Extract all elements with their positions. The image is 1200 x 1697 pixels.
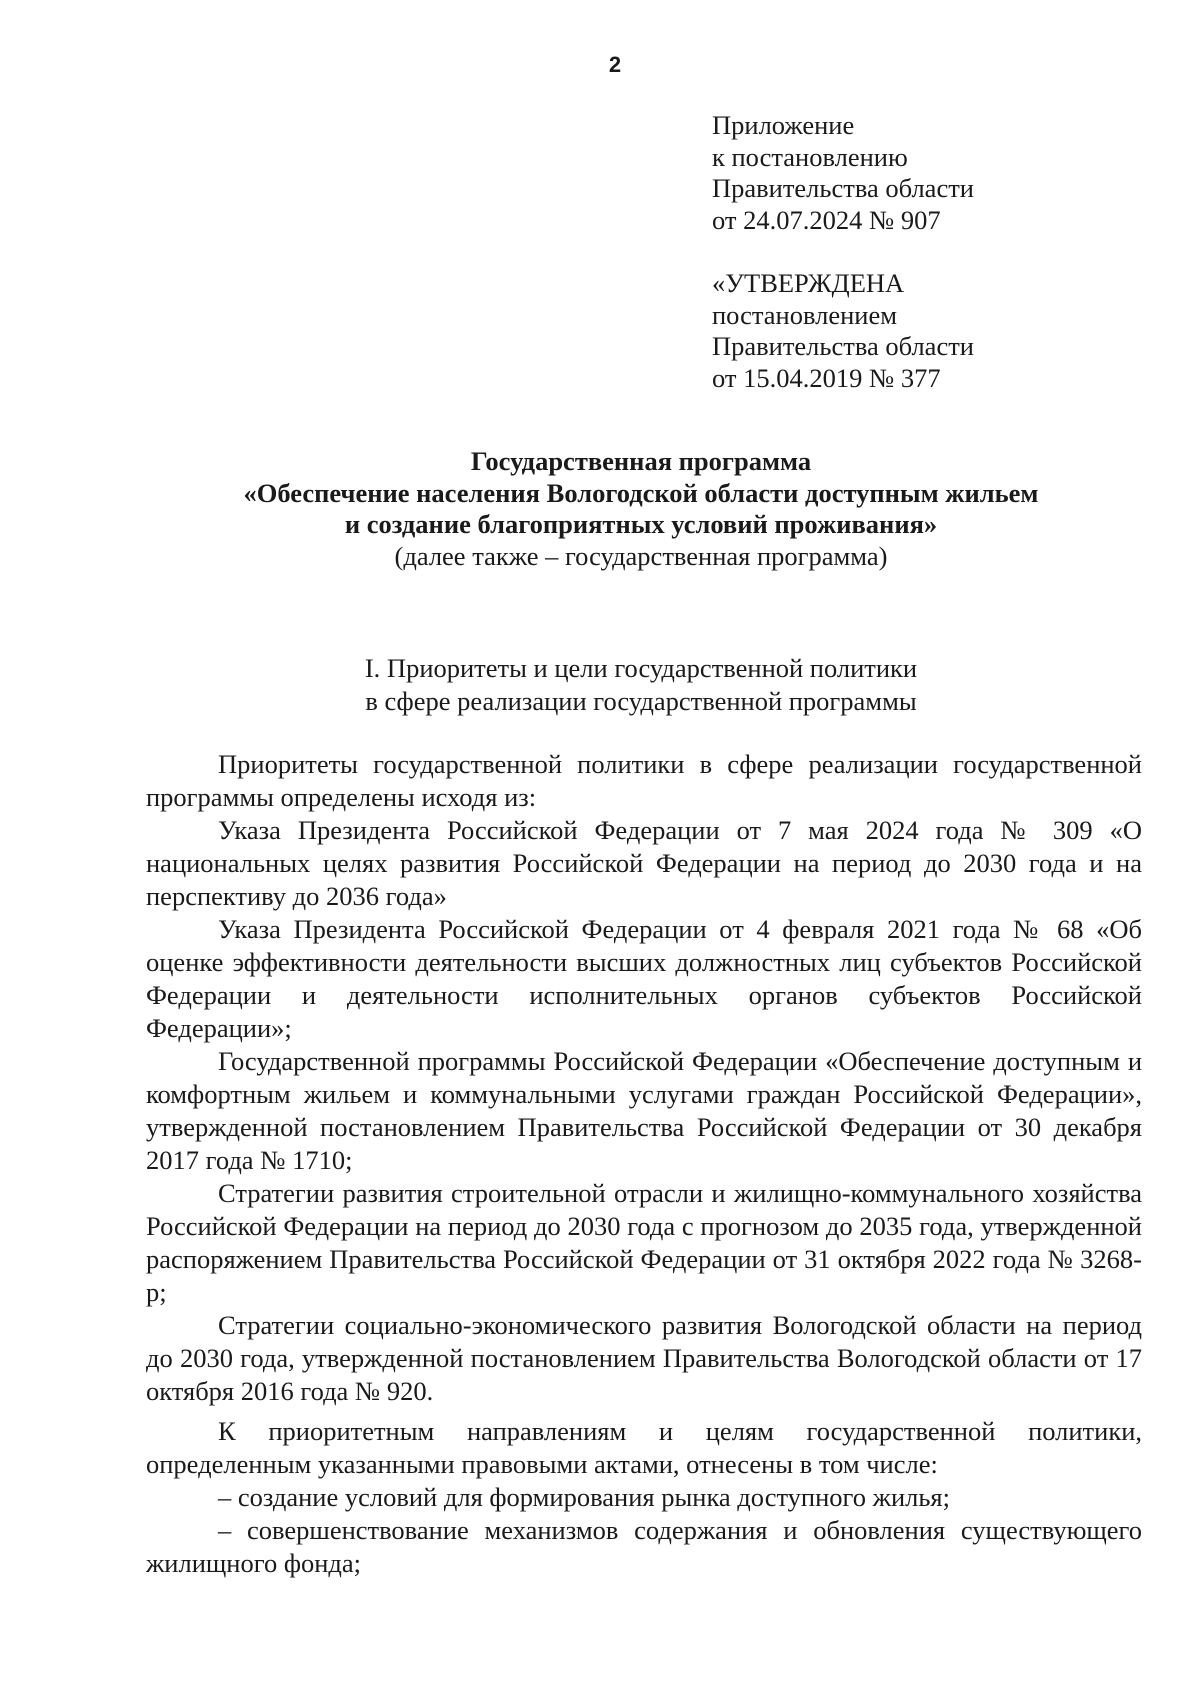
appendix-line: от 24.07.2024 № 907 — [712, 204, 941, 235]
title-line: и создание благоприятных условий проживания» — [344, 509, 938, 539]
body-text — [146, 748, 1142, 1580]
appendix-block — [712, 110, 974, 236]
title-line: «Обеспечение населения Вологодской области доступным жильем — [243, 477, 1039, 508]
paragraph: Государственной программы Российской Федерации «Обеспечение доступным и комфортным жильем и коммунальными услугами граждан Российской Федерации», утвержденной постановлением Правительства Российской Федерации от 30 декабря 2017 года № 1710; — [146, 1046, 1142, 1175]
paragraph: Указа Президента Российской Федерации от 7 мая 2024 года № 309 «О национальных целях развития Российской Федерации на период до 2030 года и на перспективу до 2036 года» — [146, 815, 1142, 911]
appendix-line: Приложение — [712, 110, 855, 140]
approved-line: от 15.04.2019 № 377 — [712, 362, 941, 393]
approved-line: Правительства области — [712, 331, 974, 361]
paragraph: К приоритетным направлениям и целям государственной политики, определенным указанными правовыми актами, отнесены в том числе: — [146, 1416, 1142, 1479]
program-title — [0, 446, 1200, 572]
paragraph: Стратегии развития строительной отрасли и жилищно-коммунального хозяйства Российской Федерации на период до 2030 года с прогнозом до 2035 года, утвержденной распоряжением Правительства Российской Федерации от 31 октября 2022 года № 3268-р; — [146, 1178, 1142, 1307]
section-heading-line: I. Приоритеты и цели государственной политики — [364, 653, 918, 683]
approved-line: «УТВЕРЖДЕНА — [712, 268, 905, 298]
paragraph: Указа Президента Российской Федерации от 4 февраля 2021 года № 68 «Об оценке эффективности деятельности высших должностных лиц субъектов Российской Федерации и деятельности исполнительных органов субъектов Российской Федерации»; — [146, 914, 1142, 1043]
appendix-line: к постановлению — [712, 141, 908, 172]
paragraph: Стратегии социально-экономического развития Вологодской области на период до 2030 года, утвержденной постановлением Правительства Вологодской области от 17 октября 2016 года № 920. — [146, 1310, 1142, 1406]
title-line: Государственная программа — [470, 446, 812, 476]
approved-block — [712, 268, 974, 394]
section-heading-line: в сфере реализации государственной программы — [365, 686, 917, 716]
page-number: 2 — [608, 52, 622, 77]
approved-line: постановлением — [712, 299, 897, 330]
list-item: – совершенствование механизмов содержания и обновления существующего жилищного фонда; — [146, 1515, 1142, 1578]
section-heading — [0, 652, 1200, 718]
title-note: (далее также – государственная программа) — [394, 540, 888, 571]
paragraph: Приоритеты государственной политики в сфере реализации государственной программы определены исходя из: — [146, 749, 1142, 812]
appendix-line: Правительства области — [712, 173, 974, 203]
list-item: – создание условий для формирования рынка доступного жилья; — [218, 1482, 950, 1512]
